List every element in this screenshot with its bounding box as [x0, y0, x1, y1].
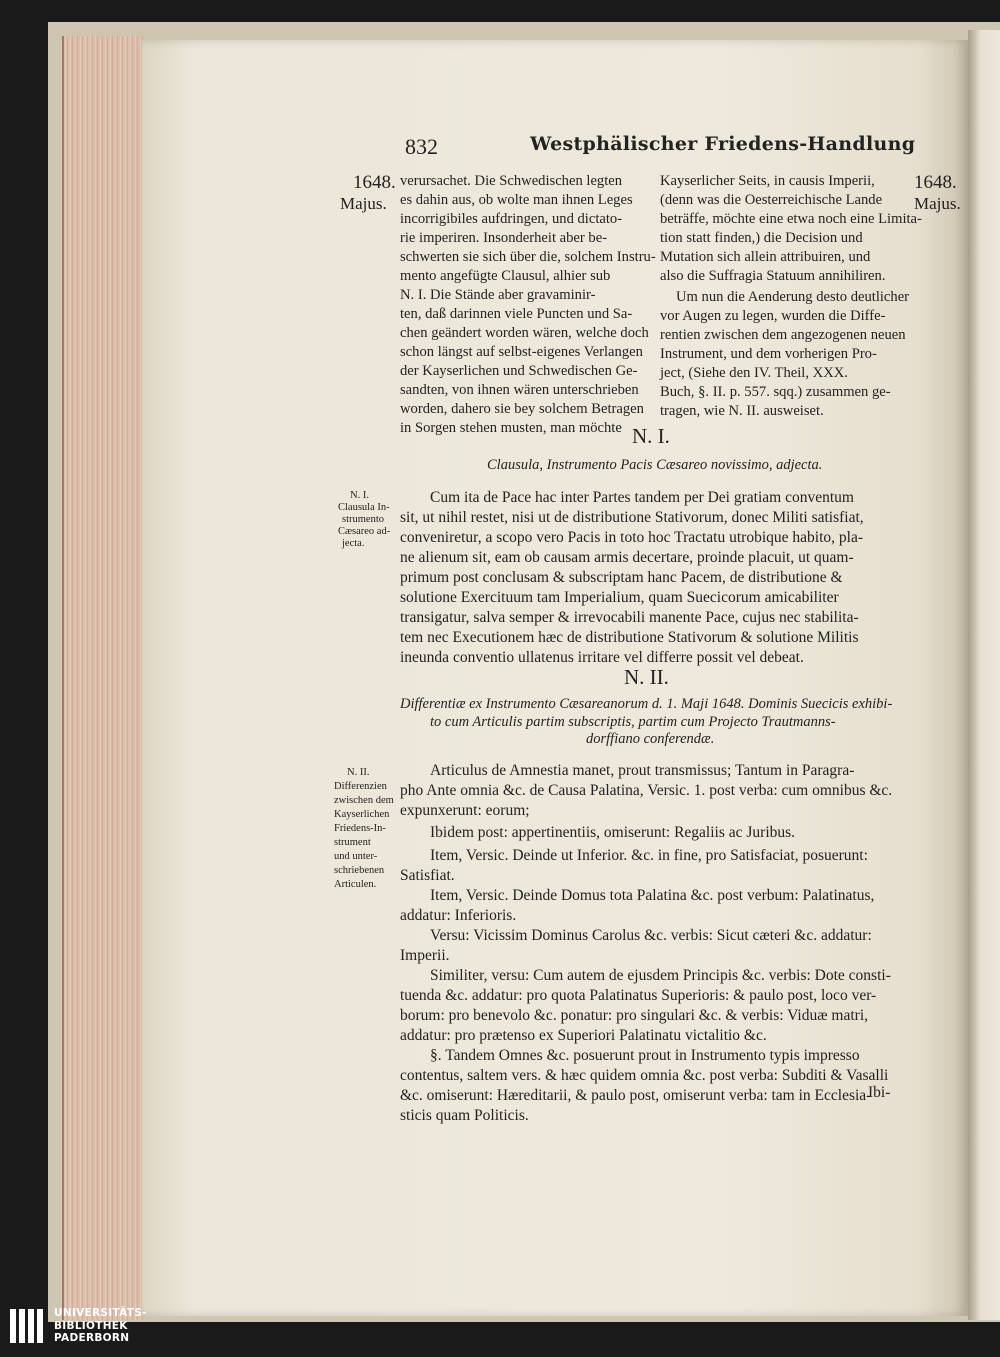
text-line: schwerten sie sich über die, solchem Instru- — [400, 249, 656, 265]
text-line: (denn was die Oesterreichische Lande — [660, 192, 883, 208]
text-line: sit, ut nihil restet, nisi ut de distributione Stativorum, donec Militi satisfiat, — [400, 509, 864, 526]
text-line: beträffe, möchte eine etwa noch eine Limita- — [660, 211, 922, 227]
page-edge — [62, 36, 144, 1320]
text-line: Kayserlicher Seits, in causis Imperii, — [660, 173, 875, 189]
text-line: in Sorgen stehen musten, man möchte — [400, 420, 622, 436]
text-line: Item, Versic. Deinde ut Inferior. &c. in fine, pro Satisfaciat, posuerunt: — [430, 847, 868, 864]
text-line: tragen, wie N. II. ausweiset. — [660, 403, 824, 419]
text-line: der Kayserlichen und Schwedischen Ge- — [400, 363, 638, 379]
text-line: Mutation sich allein attribuiren, und — [660, 249, 871, 265]
text-line: rentien zwischen dem angezogenen neuen — [660, 327, 906, 343]
text-line: Satisfiat. — [400, 867, 455, 884]
text-line: rie imperiren. Insonderheit aber be- — [400, 230, 608, 246]
text-line: tuenda &c. addatur: pro quota Palatinatus Superioris: & paulo post, loco ver- — [400, 987, 877, 1004]
margin-note-line: zwischen dem — [334, 795, 394, 806]
text-line: solutione Exercituum tam Imperialium, quam Suecicorum amicabiliter — [400, 589, 839, 606]
text-line: contentus, saltem vers. & hæc quidem omnia &c. post verba: Subditi & Vasalli — [400, 1067, 889, 1084]
text-line: schon längst auf selbst-eigenes Verlangen — [400, 344, 643, 360]
library-logo-icon — [8, 1307, 48, 1345]
text-line: es dahin aus, ob wolte man ihnen Leges — [400, 192, 633, 208]
margin-month-right: Majus. — [914, 194, 961, 213]
text-line: Ibidem post: appertinentiis, omiserunt: Regaliis ac Juribus. — [430, 824, 796, 841]
section-subtitle: Clausula, Instrumento Pacis Cæsareo novissimo, adjecta. — [487, 457, 823, 473]
text-line: mento angefügte Clausul, alhier sub — [400, 268, 611, 284]
text-line: borum: pro benevolo &c. ponatur: pro singulari &c. & verbis: Viduæ matri, — [400, 1007, 869, 1024]
text-line: Buch, §. II. p. 557. sqq.) zusammen ge- — [660, 384, 891, 400]
text-line: ineunda conventio ullatenus irritare vel differre possit vel debeat. — [400, 649, 804, 666]
page-number: 832 — [405, 134, 438, 159]
library-logo-line: PADERBORN — [54, 1332, 130, 1344]
section-heading: N. I. — [632, 424, 670, 448]
text-line: worden, dahero sie bey solchem Betragen — [400, 401, 644, 417]
margin-year-left: 1648. — [353, 172, 396, 193]
text-line: Instrument, und dem vorherigen Pro- — [660, 346, 877, 362]
text-line: vor Augen zu legen, wurden die Diffe- — [660, 308, 886, 324]
margin-year-right: 1648. — [914, 172, 957, 193]
text-line: ject, (Siehe den IV. Theil, XXX. — [660, 365, 848, 381]
library-logo-line: BIBLIOTHEK — [54, 1319, 128, 1332]
margin-month-left: Majus. — [340, 194, 387, 213]
margin-note-line: schriebenen — [334, 865, 385, 876]
text-line: Imperii. — [400, 947, 450, 964]
margin-note-line: Kayserlichen — [334, 809, 390, 820]
text-line: ne alienum sit, eam ob causam armis decertare, proinde placuit, ut quam- — [400, 549, 854, 566]
text-line: also die Suffragia Statuum annihiliren. — [660, 268, 886, 284]
text-line: ten, daß darinnen viele Puncten und Sa- — [400, 306, 633, 322]
text-line: Cum ita de Pace hac inter Partes tandem per Dei gratiam conventum — [430, 489, 854, 506]
text-line: chen geändert worden wären, welche doch — [400, 325, 649, 341]
text-line: addatur: Inferioris. — [400, 907, 517, 924]
text-line: conveniretur, a scopo vero Pacis in toto hoc Tractatu utrobique habito, pla- — [400, 529, 863, 546]
library-logo-line: UNIVERSITÄTS- — [54, 1307, 147, 1319]
facing-page-edge — [968, 30, 1000, 1320]
text-line: §. Tandem Omnes &c. posuerunt prout in Instrumento typis impresso — [430, 1047, 860, 1064]
margin-note-line: und unter- — [334, 851, 378, 862]
section-subtitle: Differentiæ ex Instrumento Cæsareanorum d. 1. Maji 1648. Dominis Suecicis exhibi- — [400, 696, 893, 712]
text-line: sandten, von ihnen wären unterschrieben — [400, 382, 639, 398]
text-line: Um nun die Aenderung desto deutlicher — [676, 289, 910, 305]
section-heading: N. II. — [624, 665, 669, 689]
library-logo — [8, 1305, 148, 1345]
text-line: &c. omiserunt: Hæreditarii, & paulo post, omiserunt verba: tam in Ecclesia- — [400, 1087, 872, 1104]
running-title: Westphälischer Friedens-Handlung — [530, 133, 916, 155]
margin-note-line: Friedens-In- — [334, 823, 386, 834]
margin-note-line: strumento — [342, 514, 384, 525]
margin-note-line: N. II. — [347, 767, 370, 778]
text-line: Similiter, versu: Cum autem de ejusdem Principis &c. verbis: Dote consti- — [430, 967, 891, 984]
text-line: Versu: Vicissim Dominus Carolus &c. verbis: Sicut cæteri &c. addatur: — [430, 927, 872, 944]
margin-note-line: Clausula In- — [338, 502, 390, 513]
text-line: primum post conclusam & subscriptam hanc Pacem, de distributione & — [400, 569, 843, 586]
section-subtitle: dorffiano conferendæ. — [586, 731, 715, 747]
text-line: Articulus de Amnestia manet, prout transmissus; Tantum in Paragra- — [430, 762, 855, 779]
text-line: Item, Versic. Deinde Domus tota Palatina &c. post verbum: Palatinatus, — [430, 887, 875, 904]
text-line: N. I. Die Stände aber gravaminir- — [400, 287, 596, 303]
text-line: tion statt finden,) die Decision und — [660, 230, 863, 246]
margin-note-line: N. I. — [350, 490, 369, 501]
text-line: expunxerunt: eorum; — [400, 802, 530, 819]
margin-note-line: Articulen. — [334, 879, 377, 890]
margin-note-line: jecta. — [342, 538, 365, 549]
margin-note-line: Differenzien — [334, 781, 387, 792]
text-line: tem nec Executionem hæc de distributione Stativorum & solutione Militis — [400, 629, 859, 646]
margin-note-line: Cæsareo ad- — [338, 526, 391, 537]
margin-note-line: strument — [334, 837, 371, 848]
library-logo-text — [54, 1307, 147, 1345]
text-line: verursachet. Die Schwedischen legten — [400, 173, 623, 189]
text-line: sticis quam Politicis. — [400, 1107, 529, 1124]
text-line: addatur: pro prætenso ex Superiori Palatinatu victalitio &c. — [400, 1027, 767, 1044]
text-line: pho Ante omnia &c. de Causa Palatina, Versic. 1. post verba: cum omnibus &c. — [400, 782, 893, 799]
text-line: transigatur, salva semper & irrevocabili manente Pace, cujus nec stabilita- — [400, 609, 859, 626]
catchword: Ibi- — [868, 1084, 891, 1101]
section-subtitle: to cum Articulis partim subscriptis, partim cum Projecto Trautmanns- — [430, 714, 836, 730]
text-line: incorrigibiles aufdringen, und dictato- — [400, 211, 623, 227]
